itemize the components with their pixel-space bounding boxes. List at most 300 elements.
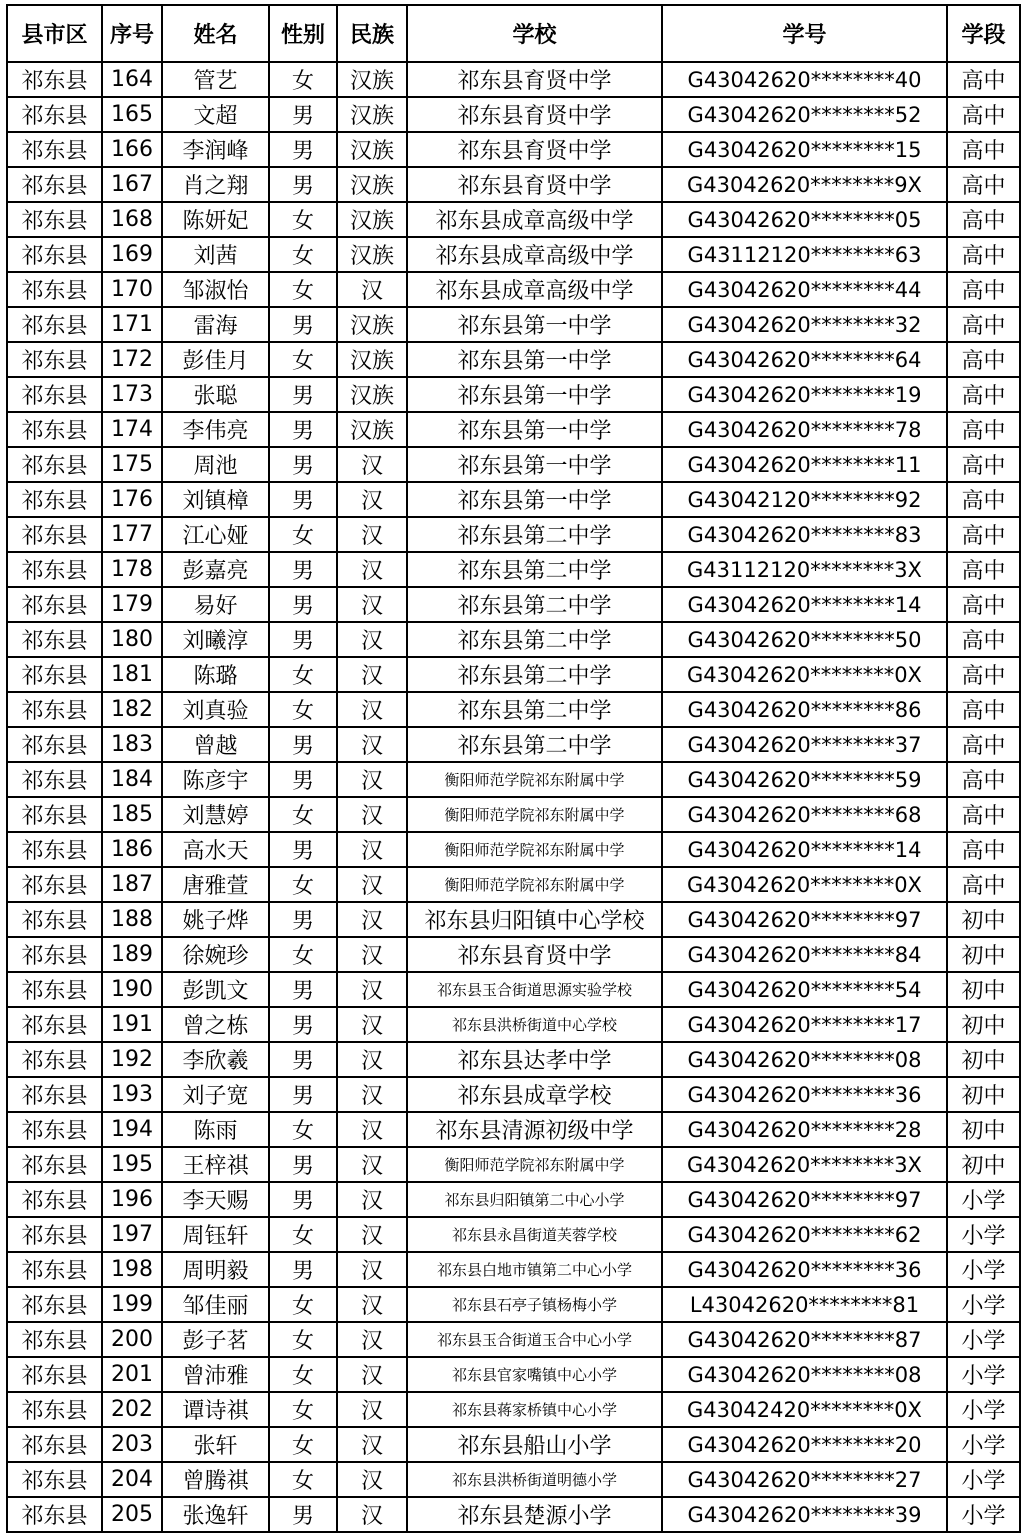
table-row xyxy=(7,937,1020,972)
cell-seq: 172 xyxy=(102,342,162,377)
cell-gender: 女 xyxy=(269,692,337,727)
cell-ethnicity: 汉 xyxy=(337,972,407,1007)
table-row xyxy=(7,167,1020,202)
cell-student-id: G43042620********19 xyxy=(662,377,947,412)
cell-gender: 女 xyxy=(269,1217,337,1252)
cell-name: 江心娅 xyxy=(162,517,269,552)
table-row xyxy=(7,1042,1020,1077)
cell-level: 初中 xyxy=(947,972,1020,1007)
cell-name: 曾沛雅 xyxy=(162,1357,269,1392)
cell-seq: 202 xyxy=(102,1392,162,1427)
cell-school: 祁东县第一中学 xyxy=(407,307,662,342)
cell-seq: 182 xyxy=(102,692,162,727)
table-row xyxy=(7,97,1020,132)
cell-gender: 男 xyxy=(269,1007,337,1042)
cell-seq: 174 xyxy=(102,412,162,447)
cell-student-id: G43042620********40 xyxy=(662,62,947,97)
cell-seq: 166 xyxy=(102,132,162,167)
cell-level: 高中 xyxy=(947,587,1020,622)
cell-level: 小学 xyxy=(947,1287,1020,1322)
cell-school: 祁东县归阳镇中心学校 xyxy=(407,902,662,937)
cell-county: 祁东县 xyxy=(7,867,102,902)
cell-gender: 女 xyxy=(269,1287,337,1322)
cell-gender: 女 xyxy=(269,237,337,272)
table-row xyxy=(7,1112,1020,1147)
table-row xyxy=(7,62,1020,97)
cell-seq: 173 xyxy=(102,377,162,412)
cell-name: 王梓祺 xyxy=(162,1147,269,1182)
cell-gender: 男 xyxy=(269,552,337,587)
cell-school: 祁东县成章高级中学 xyxy=(407,237,662,272)
cell-gender: 男 xyxy=(269,1147,337,1182)
cell-school: 祁东县洪桥街道明德小学 xyxy=(407,1462,662,1497)
table-row xyxy=(7,377,1020,412)
cell-level: 高中 xyxy=(947,377,1020,412)
cell-level: 小学 xyxy=(947,1217,1020,1252)
cell-school: 祁东县育贤中学 xyxy=(407,132,662,167)
cell-county: 祁东县 xyxy=(7,1042,102,1077)
cell-county: 祁东县 xyxy=(7,62,102,97)
cell-student-id: G43112120********63 xyxy=(662,237,947,272)
cell-seq: 196 xyxy=(102,1182,162,1217)
header-school: 学校 xyxy=(407,5,662,62)
cell-level: 高中 xyxy=(947,202,1020,237)
cell-seq: 199 xyxy=(102,1287,162,1322)
cell-level: 高中 xyxy=(947,342,1020,377)
cell-level: 小学 xyxy=(947,1427,1020,1462)
cell-county: 祁东县 xyxy=(7,832,102,867)
cell-school: 祁东县育贤中学 xyxy=(407,937,662,972)
table-row xyxy=(7,797,1020,832)
cell-county: 祁东县 xyxy=(7,1357,102,1392)
cell-student-id: G43042620********54 xyxy=(662,972,947,1007)
cell-ethnicity: 汉族 xyxy=(337,167,407,202)
cell-county: 祁东县 xyxy=(7,552,102,587)
cell-ethnicity: 汉族 xyxy=(337,132,407,167)
cell-ethnicity: 汉族 xyxy=(337,377,407,412)
table-row xyxy=(7,1077,1020,1112)
cell-student-id: G43042620********05 xyxy=(662,202,947,237)
cell-seq: 195 xyxy=(102,1147,162,1182)
cell-county: 祁东县 xyxy=(7,342,102,377)
cell-school: 祁东县第一中学 xyxy=(407,377,662,412)
cell-gender: 男 xyxy=(269,1077,337,1112)
cell-county: 祁东县 xyxy=(7,727,102,762)
cell-seq: 176 xyxy=(102,482,162,517)
cell-gender: 女 xyxy=(269,62,337,97)
cell-school: 祁东县第二中学 xyxy=(407,692,662,727)
cell-ethnicity: 汉 xyxy=(337,1287,407,1322)
table-row xyxy=(7,657,1020,692)
cell-name: 李欣羲 xyxy=(162,1042,269,1077)
cell-student-id: G43042620********20 xyxy=(662,1427,947,1462)
cell-seq: 185 xyxy=(102,797,162,832)
cell-student-id: G43042620********84 xyxy=(662,937,947,972)
cell-seq: 165 xyxy=(102,97,162,132)
cell-student-id: G43042620********52 xyxy=(662,97,947,132)
cell-county: 祁东县 xyxy=(7,447,102,482)
cell-school: 祁东县归阳镇第二中心小学 xyxy=(407,1182,662,1217)
table-row xyxy=(7,1252,1020,1287)
cell-county: 祁东县 xyxy=(7,1322,102,1357)
cell-name: 雷海 xyxy=(162,307,269,342)
cell-school: 衡阳师范学院祁东附属中学 xyxy=(407,1147,662,1182)
cell-gender: 男 xyxy=(269,972,337,1007)
table-row xyxy=(7,587,1020,622)
cell-level: 高中 xyxy=(947,692,1020,727)
cell-school: 衡阳师范学院祁东附属中学 xyxy=(407,867,662,902)
cell-ethnicity: 汉 xyxy=(337,797,407,832)
cell-ethnicity: 汉 xyxy=(337,727,407,762)
cell-seq: 192 xyxy=(102,1042,162,1077)
cell-level: 初中 xyxy=(947,1077,1020,1112)
cell-level: 高中 xyxy=(947,657,1020,692)
cell-level: 高中 xyxy=(947,447,1020,482)
cell-name: 谭诗祺 xyxy=(162,1392,269,1427)
cell-gender: 女 xyxy=(269,1112,337,1147)
cell-name: 彭凯文 xyxy=(162,972,269,1007)
cell-seq: 180 xyxy=(102,622,162,657)
cell-gender: 男 xyxy=(269,412,337,447)
cell-ethnicity: 汉族 xyxy=(337,307,407,342)
cell-county: 祁东县 xyxy=(7,1147,102,1182)
cell-student-id: G43042620********97 xyxy=(662,902,947,937)
header-county: 县市区 xyxy=(7,5,102,62)
table-row xyxy=(7,762,1020,797)
header-gender: 性别 xyxy=(269,5,337,62)
cell-ethnicity: 汉 xyxy=(337,762,407,797)
cell-name: 彭嘉亮 xyxy=(162,552,269,587)
cell-name: 陈璐 xyxy=(162,657,269,692)
table-row xyxy=(7,1217,1020,1252)
cell-student-id: G43042620********14 xyxy=(662,832,947,867)
cell-name: 陈妍妃 xyxy=(162,202,269,237)
cell-name: 周池 xyxy=(162,447,269,482)
table-row xyxy=(7,692,1020,727)
cell-gender: 男 xyxy=(269,377,337,412)
table-row xyxy=(7,902,1020,937)
cell-gender: 女 xyxy=(269,1462,337,1497)
cell-ethnicity: 汉 xyxy=(337,1077,407,1112)
table-row xyxy=(7,1007,1020,1042)
cell-county: 祁东县 xyxy=(7,412,102,447)
cell-school: 祁东县永昌街道芙蓉学校 xyxy=(407,1217,662,1252)
cell-name: 邹淑怡 xyxy=(162,272,269,307)
cell-ethnicity: 汉 xyxy=(337,1392,407,1427)
cell-student-id: G43042620********32 xyxy=(662,307,947,342)
table-row xyxy=(7,482,1020,517)
cell-name: 曾越 xyxy=(162,727,269,762)
cell-seq: 204 xyxy=(102,1462,162,1497)
cell-student-id: G43042620********3X xyxy=(662,1147,947,1182)
cell-county: 祁东县 xyxy=(7,1497,102,1532)
cell-gender: 男 xyxy=(269,1497,337,1532)
cell-gender: 男 xyxy=(269,447,337,482)
cell-seq: 175 xyxy=(102,447,162,482)
table-row xyxy=(7,237,1020,272)
cell-seq: 198 xyxy=(102,1252,162,1287)
cell-school: 祁东县第二中学 xyxy=(407,622,662,657)
cell-level: 高中 xyxy=(947,62,1020,97)
cell-name: 高水天 xyxy=(162,832,269,867)
cell-student-id: G43042620********27 xyxy=(662,1462,947,1497)
table-row xyxy=(7,832,1020,867)
cell-ethnicity: 汉 xyxy=(337,272,407,307)
cell-student-id: G43042620********68 xyxy=(662,797,947,832)
cell-level: 初中 xyxy=(947,937,1020,972)
cell-school: 祁东县第一中学 xyxy=(407,342,662,377)
cell-student-id: G43042620********78 xyxy=(662,412,947,447)
header-row xyxy=(7,5,1020,62)
cell-name: 肖之翔 xyxy=(162,167,269,202)
cell-ethnicity: 汉族 xyxy=(337,62,407,97)
table-row xyxy=(7,412,1020,447)
cell-student-id: G43042620********62 xyxy=(662,1217,947,1252)
cell-name: 刘曦淳 xyxy=(162,622,269,657)
cell-ethnicity: 汉 xyxy=(337,1147,407,1182)
cell-level: 初中 xyxy=(947,1147,1020,1182)
cell-ethnicity: 汉 xyxy=(337,902,407,937)
cell-name: 管艺 xyxy=(162,62,269,97)
cell-student-id: G43042420********0X xyxy=(662,1392,947,1427)
cell-level: 高中 xyxy=(947,482,1020,517)
cell-county: 祁东县 xyxy=(7,1007,102,1042)
cell-student-id: G43042620********59 xyxy=(662,762,947,797)
cell-gender: 男 xyxy=(269,832,337,867)
cell-student-id: G43042620********36 xyxy=(662,1077,947,1112)
cell-ethnicity: 汉族 xyxy=(337,202,407,237)
cell-level: 初中 xyxy=(947,1007,1020,1042)
cell-school: 祁东县成章高级中学 xyxy=(407,272,662,307)
cell-county: 祁东县 xyxy=(7,1112,102,1147)
cell-gender: 男 xyxy=(269,727,337,762)
cell-student-id: G43042620********08 xyxy=(662,1357,947,1392)
cell-name: 姚子烨 xyxy=(162,902,269,937)
cell-name: 唐雅萱 xyxy=(162,867,269,902)
cell-name: 周明毅 xyxy=(162,1252,269,1287)
cell-gender: 男 xyxy=(269,1042,337,1077)
cell-school: 祁东县育贤中学 xyxy=(407,97,662,132)
cell-school: 祁东县第二中学 xyxy=(407,727,662,762)
cell-level: 高中 xyxy=(947,97,1020,132)
table-row xyxy=(7,1392,1020,1427)
cell-seq: 170 xyxy=(102,272,162,307)
cell-school: 祁东县官家嘴镇中心小学 xyxy=(407,1357,662,1392)
cell-gender: 男 xyxy=(269,622,337,657)
cell-county: 祁东县 xyxy=(7,692,102,727)
cell-gender: 女 xyxy=(269,202,337,237)
cell-county: 祁东县 xyxy=(7,762,102,797)
cell-level: 高中 xyxy=(947,762,1020,797)
cell-school: 祁东县楚源小学 xyxy=(407,1497,662,1532)
cell-student-id: G43042620********83 xyxy=(662,517,947,552)
cell-school: 祁东县白地市镇第二中心小学 xyxy=(407,1252,662,1287)
cell-school: 祁东县船山小学 xyxy=(407,1427,662,1462)
cell-gender: 女 xyxy=(269,867,337,902)
cell-ethnicity: 汉 xyxy=(337,622,407,657)
cell-school: 祁东县达孝中学 xyxy=(407,1042,662,1077)
cell-level: 初中 xyxy=(947,1112,1020,1147)
cell-ethnicity: 汉 xyxy=(337,552,407,587)
cell-county: 祁东县 xyxy=(7,1287,102,1322)
cell-gender: 男 xyxy=(269,762,337,797)
cell-school: 祁东县玉合街道思源实验学校 xyxy=(407,972,662,1007)
cell-county: 祁东县 xyxy=(7,1217,102,1252)
cell-gender: 男 xyxy=(269,97,337,132)
cell-name: 李伟亮 xyxy=(162,412,269,447)
cell-ethnicity: 汉 xyxy=(337,482,407,517)
cell-name: 陈彦宇 xyxy=(162,762,269,797)
cell-seq: 194 xyxy=(102,1112,162,1147)
cell-ethnicity: 汉 xyxy=(337,447,407,482)
cell-seq: 205 xyxy=(102,1497,162,1532)
cell-level: 高中 xyxy=(947,867,1020,902)
cell-seq: 183 xyxy=(102,727,162,762)
cell-county: 祁东县 xyxy=(7,1462,102,1497)
cell-level: 小学 xyxy=(947,1182,1020,1217)
cell-student-id: G43042120********92 xyxy=(662,482,947,517)
cell-seq: 181 xyxy=(102,657,162,692)
cell-name: 易好 xyxy=(162,587,269,622)
cell-level: 小学 xyxy=(947,1252,1020,1287)
cell-gender: 女 xyxy=(269,1322,337,1357)
cell-seq: 169 xyxy=(102,237,162,272)
cell-student-id: G43042620********87 xyxy=(662,1322,947,1357)
cell-level: 高中 xyxy=(947,797,1020,832)
cell-seq: 201 xyxy=(102,1357,162,1392)
header-level: 学段 xyxy=(947,5,1020,62)
cell-level: 高中 xyxy=(947,307,1020,342)
cell-name: 曾腾祺 xyxy=(162,1462,269,1497)
cell-name: 李润峰 xyxy=(162,132,269,167)
student-table xyxy=(6,4,1021,1533)
cell-school: 祁东县第一中学 xyxy=(407,412,662,447)
cell-county: 祁东县 xyxy=(7,167,102,202)
cell-level: 高中 xyxy=(947,552,1020,587)
cell-gender: 女 xyxy=(269,1392,337,1427)
cell-name: 文超 xyxy=(162,97,269,132)
cell-name: 张逸轩 xyxy=(162,1497,269,1532)
cell-seq: 193 xyxy=(102,1077,162,1112)
cell-school: 祁东县育贤中学 xyxy=(407,62,662,97)
header-seq: 序号 xyxy=(102,5,162,62)
cell-name: 周钰轩 xyxy=(162,1217,269,1252)
cell-student-id: G43042620********11 xyxy=(662,447,947,482)
cell-gender: 女 xyxy=(269,517,337,552)
cell-gender: 女 xyxy=(269,1427,337,1462)
cell-ethnicity: 汉 xyxy=(337,1182,407,1217)
cell-school: 祁东县育贤中学 xyxy=(407,167,662,202)
cell-seq: 184 xyxy=(102,762,162,797)
cell-county: 祁东县 xyxy=(7,377,102,412)
cell-gender: 男 xyxy=(269,482,337,517)
cell-school: 祁东县蒋家桥镇中心小学 xyxy=(407,1392,662,1427)
cell-name: 陈雨 xyxy=(162,1112,269,1147)
cell-name: 李天赐 xyxy=(162,1182,269,1217)
cell-school: 祁东县第二中学 xyxy=(407,587,662,622)
cell-level: 初中 xyxy=(947,902,1020,937)
table-row xyxy=(7,1182,1020,1217)
cell-ethnicity: 汉族 xyxy=(337,237,407,272)
cell-level: 小学 xyxy=(947,1322,1020,1357)
cell-student-id: G43042620********0X xyxy=(662,867,947,902)
cell-student-id: G43042620********64 xyxy=(662,342,947,377)
cell-student-id: G43042620********36 xyxy=(662,1252,947,1287)
cell-seq: 191 xyxy=(102,1007,162,1042)
cell-gender: 男 xyxy=(269,307,337,342)
cell-ethnicity: 汉 xyxy=(337,867,407,902)
cell-gender: 男 xyxy=(269,587,337,622)
cell-name: 刘茜 xyxy=(162,237,269,272)
table-row xyxy=(7,1287,1020,1322)
cell-level: 高中 xyxy=(947,237,1020,272)
cell-ethnicity: 汉 xyxy=(337,657,407,692)
cell-seq: 190 xyxy=(102,972,162,1007)
table-row xyxy=(7,517,1020,552)
cell-seq: 186 xyxy=(102,832,162,867)
cell-level: 高中 xyxy=(947,272,1020,307)
cell-ethnicity: 汉 xyxy=(337,1357,407,1392)
cell-student-id: G43042620********15 xyxy=(662,132,947,167)
cell-school: 衡阳师范学院祁东附属中学 xyxy=(407,797,662,832)
cell-ethnicity: 汉 xyxy=(337,1252,407,1287)
cell-student-id: G43042620********14 xyxy=(662,587,947,622)
cell-gender: 女 xyxy=(269,342,337,377)
cell-county: 祁东县 xyxy=(7,237,102,272)
cell-county: 祁东县 xyxy=(7,1252,102,1287)
cell-name: 邹佳丽 xyxy=(162,1287,269,1322)
cell-school: 祁东县洪桥街道中心学校 xyxy=(407,1007,662,1042)
cell-level: 高中 xyxy=(947,132,1020,167)
table-row xyxy=(7,202,1020,237)
header-student-id: 学号 xyxy=(662,5,947,62)
cell-school: 祁东县第二中学 xyxy=(407,517,662,552)
cell-seq: 167 xyxy=(102,167,162,202)
cell-ethnicity: 汉 xyxy=(337,1427,407,1462)
cell-gender: 女 xyxy=(269,272,337,307)
cell-student-id: G43042620********50 xyxy=(662,622,947,657)
cell-school: 衡阳师范学院祁东附属中学 xyxy=(407,762,662,797)
cell-seq: 178 xyxy=(102,552,162,587)
table-row xyxy=(7,132,1020,167)
cell-seq: 187 xyxy=(102,867,162,902)
cell-county: 祁东县 xyxy=(7,202,102,237)
cell-gender: 男 xyxy=(269,167,337,202)
cell-name: 彭佳月 xyxy=(162,342,269,377)
cell-county: 祁东县 xyxy=(7,132,102,167)
cell-ethnicity: 汉 xyxy=(337,692,407,727)
cell-county: 祁东县 xyxy=(7,797,102,832)
cell-level: 小学 xyxy=(947,1497,1020,1532)
cell-student-id: G43112120********3X xyxy=(662,552,947,587)
cell-name: 曾之栋 xyxy=(162,1007,269,1042)
table-body xyxy=(7,62,1020,1532)
cell-level: 小学 xyxy=(947,1357,1020,1392)
table-row xyxy=(7,1462,1020,1497)
table-row xyxy=(7,1357,1020,1392)
cell-county: 祁东县 xyxy=(7,587,102,622)
table-row xyxy=(7,867,1020,902)
cell-school: 衡阳师范学院祁东附属中学 xyxy=(407,832,662,867)
cell-school: 祁东县第一中学 xyxy=(407,482,662,517)
table-row xyxy=(7,1497,1020,1532)
cell-level: 高中 xyxy=(947,412,1020,447)
cell-level: 初中 xyxy=(947,1042,1020,1077)
cell-name: 张轩 xyxy=(162,1427,269,1462)
cell-ethnicity: 汉 xyxy=(337,1497,407,1532)
cell-student-id: G43042620********97 xyxy=(662,1182,947,1217)
cell-level: 高中 xyxy=(947,832,1020,867)
